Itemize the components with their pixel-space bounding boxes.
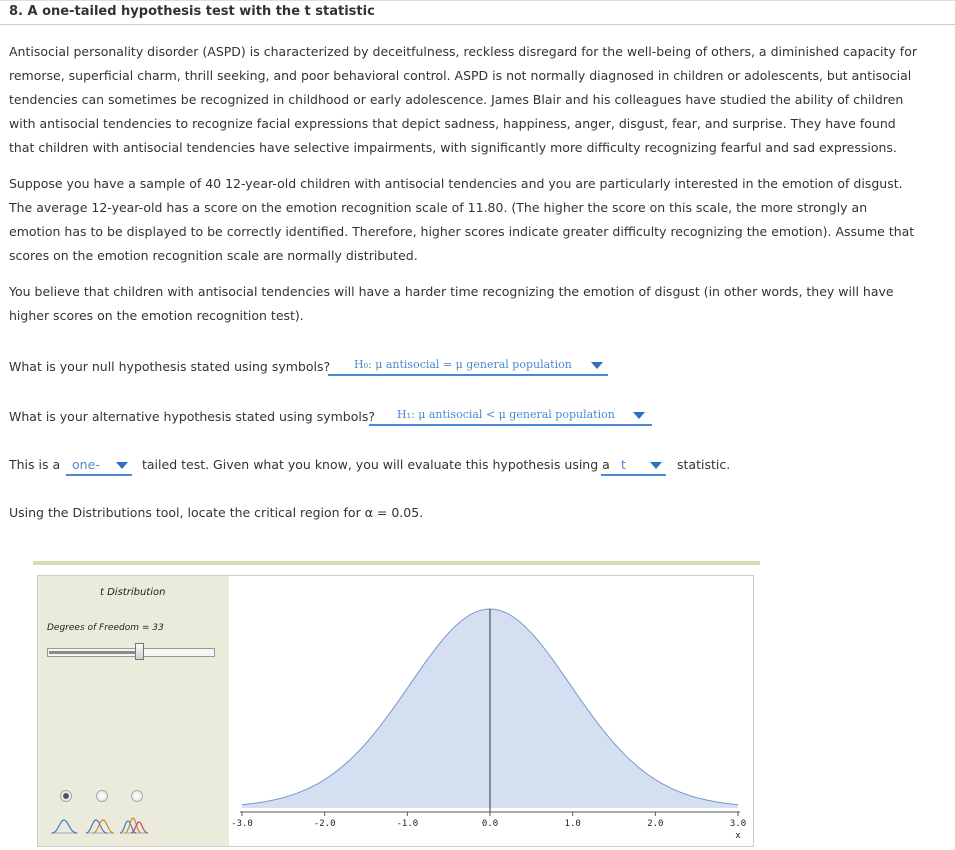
x-tick-label: 2.0	[647, 819, 664, 829]
chevron-down-icon	[116, 462, 128, 469]
radio-one-curve[interactable]	[60, 790, 72, 802]
x-tick-label: 0.0	[481, 819, 499, 829]
t-distribution-chart[interactable]	[229, 576, 754, 846]
alt-hypothesis-dropdown[interactable]	[369, 404, 652, 426]
degrees-of-freedom-label: Degrees of Freedom = 33	[47, 623, 164, 633]
tool-header-bar	[33, 561, 760, 565]
chevron-down-icon	[650, 462, 662, 469]
statistic-dropdown[interactable]	[601, 454, 666, 476]
x-tick-label: -1.0	[396, 819, 419, 829]
alt-hypothesis-prompt: What is your alternative hypothesis stated using symbols?	[9, 409, 376, 424]
df-slider-thumb[interactable]	[135, 643, 144, 660]
alt-hypothesis-value: H₁: μ antisocial < μ general population	[397, 408, 615, 421]
tool-control-panel	[38, 576, 229, 846]
radio-three-curves[interactable]	[131, 790, 143, 802]
belief-paragraph: You believe that children with antisocial tendencies will have a harder time recognizing the emotion of disgust (in other words, they will have higher scores on the emotion recognition test).	[9, 284, 894, 323]
x-tick-label: -2.0	[313, 819, 336, 829]
tail-suffix-text: statistic.	[677, 457, 731, 472]
statistic-value: t	[621, 457, 626, 472]
null-hypothesis-prompt: What is your null hypothesis stated using symbols?	[9, 359, 331, 374]
tail-value: one-	[72, 457, 100, 472]
two-curves-icon[interactable]	[85, 815, 115, 835]
critical-region-instruction: Using the Distributions tool, locate the critical region for α = 0.05.	[9, 505, 424, 520]
null-hypothesis-dropdown[interactable]	[328, 354, 608, 376]
title-divider	[0, 24, 955, 25]
x-tick-label: 3.0	[729, 819, 747, 829]
distribution-title: t Distribution	[100, 587, 166, 598]
sample-paragraph: Suppose you have a sample of 40 12-year-old children with antisocial tendencies and you are particularly interested in the emotion of disgust. The average 12-year-old has a score on the emotion recognition scale of 11.80. (The higher the score on this scale, the more strongly an emotion has to be displayed to be correctly identified. Therefore, higher scores indicate greater difficulty recognizing the emotion). Assume that scores on the emotion recognition scale are normally distributed.	[9, 176, 915, 263]
tail-dropdown[interactable]	[66, 454, 132, 476]
x-tick-label: 1.0	[564, 819, 581, 829]
x-axis-label: x	[735, 831, 741, 841]
question-title: 8. A one-tailed hypothesis test with the t statistic	[9, 4, 375, 19]
top-divider	[0, 0, 955, 1]
chevron-down-icon	[633, 412, 645, 419]
intro-paragraph: Antisocial personality disorder (ASPD) is characterized by deceitfulness, reckless disregard for the well-being of others, a diminished capacity for remorse, superficial charm, thrill seeking, and poor behavioral control. ASPD is not normally diagnosed in children or adolescents, but antisocial tendencies can sometimes be recognized in childhood or early adolescence. James Blair and his colleagues have studied the ability of children with antisocial tendencies to recognize facial expressions that depict sadness, happiness, anger, disgust, fear, and surprise. They have found that children with antisocial tendencies have selective impairments, with significantly more difficulty recognizing fearful and sad expressions.	[9, 44, 917, 155]
df-slider-fill	[49, 651, 135, 654]
tail-middle-text: tailed test. Given what you know, you will evaluate this hypothesis using a	[142, 457, 610, 472]
tail-prefix-text: This is a	[9, 457, 61, 472]
x-tick-label: -3.0	[231, 819, 253, 829]
chevron-down-icon	[591, 362, 603, 369]
null-hypothesis-value: H₀: μ antisocial = μ general population	[354, 358, 572, 371]
three-curves-icon[interactable]	[119, 815, 149, 835]
radio-two-curves[interactable]	[96, 790, 108, 802]
one-curve-icon[interactable]	[50, 815, 80, 835]
